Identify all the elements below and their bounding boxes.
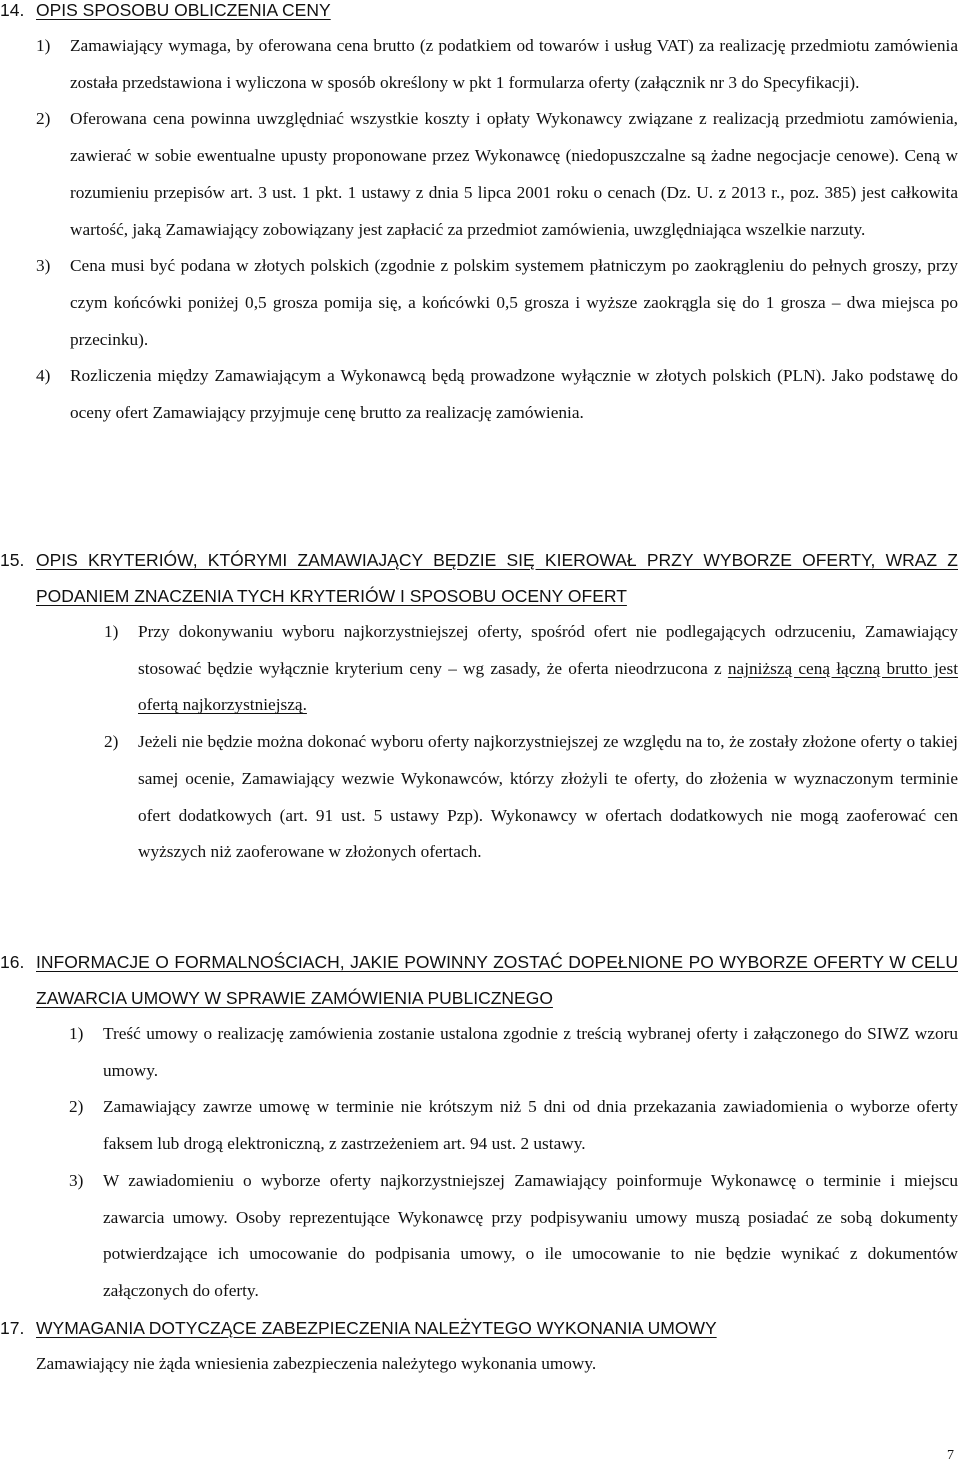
item-list <box>0 1016 960 1310</box>
section-heading <box>0 0 958 28</box>
item-list <box>0 28 960 432</box>
section-15 <box>0 542 960 871</box>
section-14 <box>0 0 960 432</box>
item-label: 3) <box>69 1170 84 1190</box>
item-label: 3) <box>36 256 51 276</box>
item-label: 2) <box>69 1097 84 1117</box>
item-text: Cena musi być podana w złotych polskich (zgodnie z polskim systemem płatniczym po zaokrągleniu do pełnych groszy, przy czym końcówki poniżej 0,5 grosza pomija się, a końcówki 0,5 grosza i wyższe zaokrągla się do 1 grosza – dwa miejsca po przecinku). <box>70 256 958 349</box>
item-text: Zamawiający wymaga, by oferowana cena brutto (z podatkiem od towarów i usług VAT) za realizację przedmiotu zamówienia została przedstawiona i wyliczona w sposób określony w pkt 1 formularza oferty (załącznik nr 3 do Specyfikacji). <box>70 36 958 92</box>
section-title: WYMAGANIA DOTYCZĄCE ZABEZPIECZENIA NALEŻYTEGO WYKONANIA UMOWY <box>36 1318 717 1338</box>
item-label: 1) <box>69 1024 84 1043</box>
item-text: Rozliczenia między Zamawiającym a Wykonawcą będą prowadzone wyłącznie w złotych polskich (PLN). Jako podstawę do oceny ofert Zamawiający przyjmuje cenę brutto za realizację zamówienia. <box>70 366 958 423</box>
page-number: 7 <box>947 1448 954 1463</box>
item-list <box>0 614 960 871</box>
list-item <box>36 101 958 248</box>
item-text: Zamawiający zawrze umowę w terminie nie krótszym niż 5 dni od dnia przekazania zawiadomienia o wyborze oferty faksem lub drogą elektroniczną, z zastrzeżeniem art. 94 ust. 2 ustawy. <box>103 1097 958 1154</box>
section-title: INFORMACJE O FORMALNOŚCIACH, JAKIE POWINNY ZOSTAĆ DOPEŁNIONE PO WYBORZE OFERTY W CELU ZAWARCIA UMOWY W SPRAWIE ZAMÓWIENIA PUBLICZNEGO <box>36 952 958 1008</box>
item-text: W zawiadomieniu o wyborze oferty najkorzystniejszej Zamawiający poinformuje Wykonawcę o terminie i miejscu zawarcia umowy. Osoby reprezentujące Wykonawcę przy podpisywaniu umowy muszą posiadać ze sobą dokumenty potwierdzające ich umocowanie do podpisania umowy, o ile umocowanie to nie będzie wynikać z dokumentów załączonych do oferty. <box>103 1170 958 1300</box>
item-text: Treść umowy o realizację zamówienia zostanie ustalona zgodnie z treścią wybranej oferty i załączonego do SIWZ wzoru umowy. <box>103 1024 958 1080</box>
item-label: 4) <box>36 366 51 386</box>
section-number: 16. <box>0 952 25 972</box>
list-item <box>69 1163 958 1310</box>
item-label: 1) <box>36 36 51 55</box>
list-item <box>36 28 958 101</box>
item-text-underlined: najniższą ceną łączną brutto jest ofertą najkorzystniejszą. <box>138 658 959 715</box>
section-number: 15. <box>0 550 25 570</box>
section-text: Zamawiający nie żąda wniesienia zabezpieczenia należytego wykonania umowy. <box>36 1354 597 1373</box>
item-text: Oferowana cena powinna uwzględniać wszystkie koszty i opłaty Wykonawcy związane z realizacją przedmiotu zamówienia, zawierać w sobie ewentualne upusty proponowane przez Wykonawcę (niedopuszczalne są żadne negocjacje cenowe). Ceną w rozumieniu przepisów art. 3 ust. 1 pkt. 1 ustawy z dnia 5 lipca 2001 roku o cenach (Dz. U. z 2013 r., poz. 385) jest całkowita wartość, jaką Zamawiający zobowiązany jest zapłacić za przedmiot zamówienia, uwzględniająca wszelkie narzuty. <box>70 109 958 239</box>
section-heading <box>0 1310 958 1346</box>
section-number: 14. <box>0 0 25 20</box>
item-text <box>138 614 958 724</box>
section-17 <box>0 1310 960 1382</box>
list-item <box>36 248 958 358</box>
list-item <box>104 724 958 871</box>
list-item <box>69 1089 958 1162</box>
section-16 <box>0 944 960 1310</box>
item-label: 2) <box>104 732 119 752</box>
section-heading <box>0 542 958 614</box>
section-title: OPIS KRYTERIÓW, KTÓRYMI ZAMAWIAJĄCY BĘDZIE SIĘ KIEROWAŁ PRZY WYBORZE OFERTY, WRAZ Z PODANIEM ZNACZENIA TYCH KRYTERIÓW I SPOSOBU OCENY OFERT <box>36 550 958 606</box>
list-item <box>36 358 958 431</box>
section-title: OPIS SPOSOBU OBLICZENIA CENY <box>36 0 331 20</box>
item-text-plain: Przy dokonywaniu wyboru najkorzystniejszej oferty, spośród ofert nie podlegających odrzuceniu, Zamawiający stosować będzie wyłącznie kryterium ceny – wg zasady, że oferta nieodrzucona z <box>138 622 958 678</box>
item-label: 2) <box>36 109 51 129</box>
item-text: Jeżeli nie będzie można dokonać wyboru oferty najkorzystniejszej ze względu na to, że zostały złożone oferty o takiej samej ocenie, Zamawiający wezwie Wykonawców, którzy złożyli te oferty, do złożenia w wyznaczonym terminie ofert dodatkowych (art. 91 ust. 5 ustawy Pzp). Wykonawcy w ofertach dodatkowych nie mogą zaoferować cen wyższych niż zaoferowane w złożonych ofertach. <box>138 732 958 862</box>
list-item <box>104 614 958 724</box>
section-number: 17. <box>0 1318 25 1338</box>
section-heading <box>0 944 958 1016</box>
item-label: 1) <box>104 622 119 641</box>
list-item <box>69 1016 958 1089</box>
